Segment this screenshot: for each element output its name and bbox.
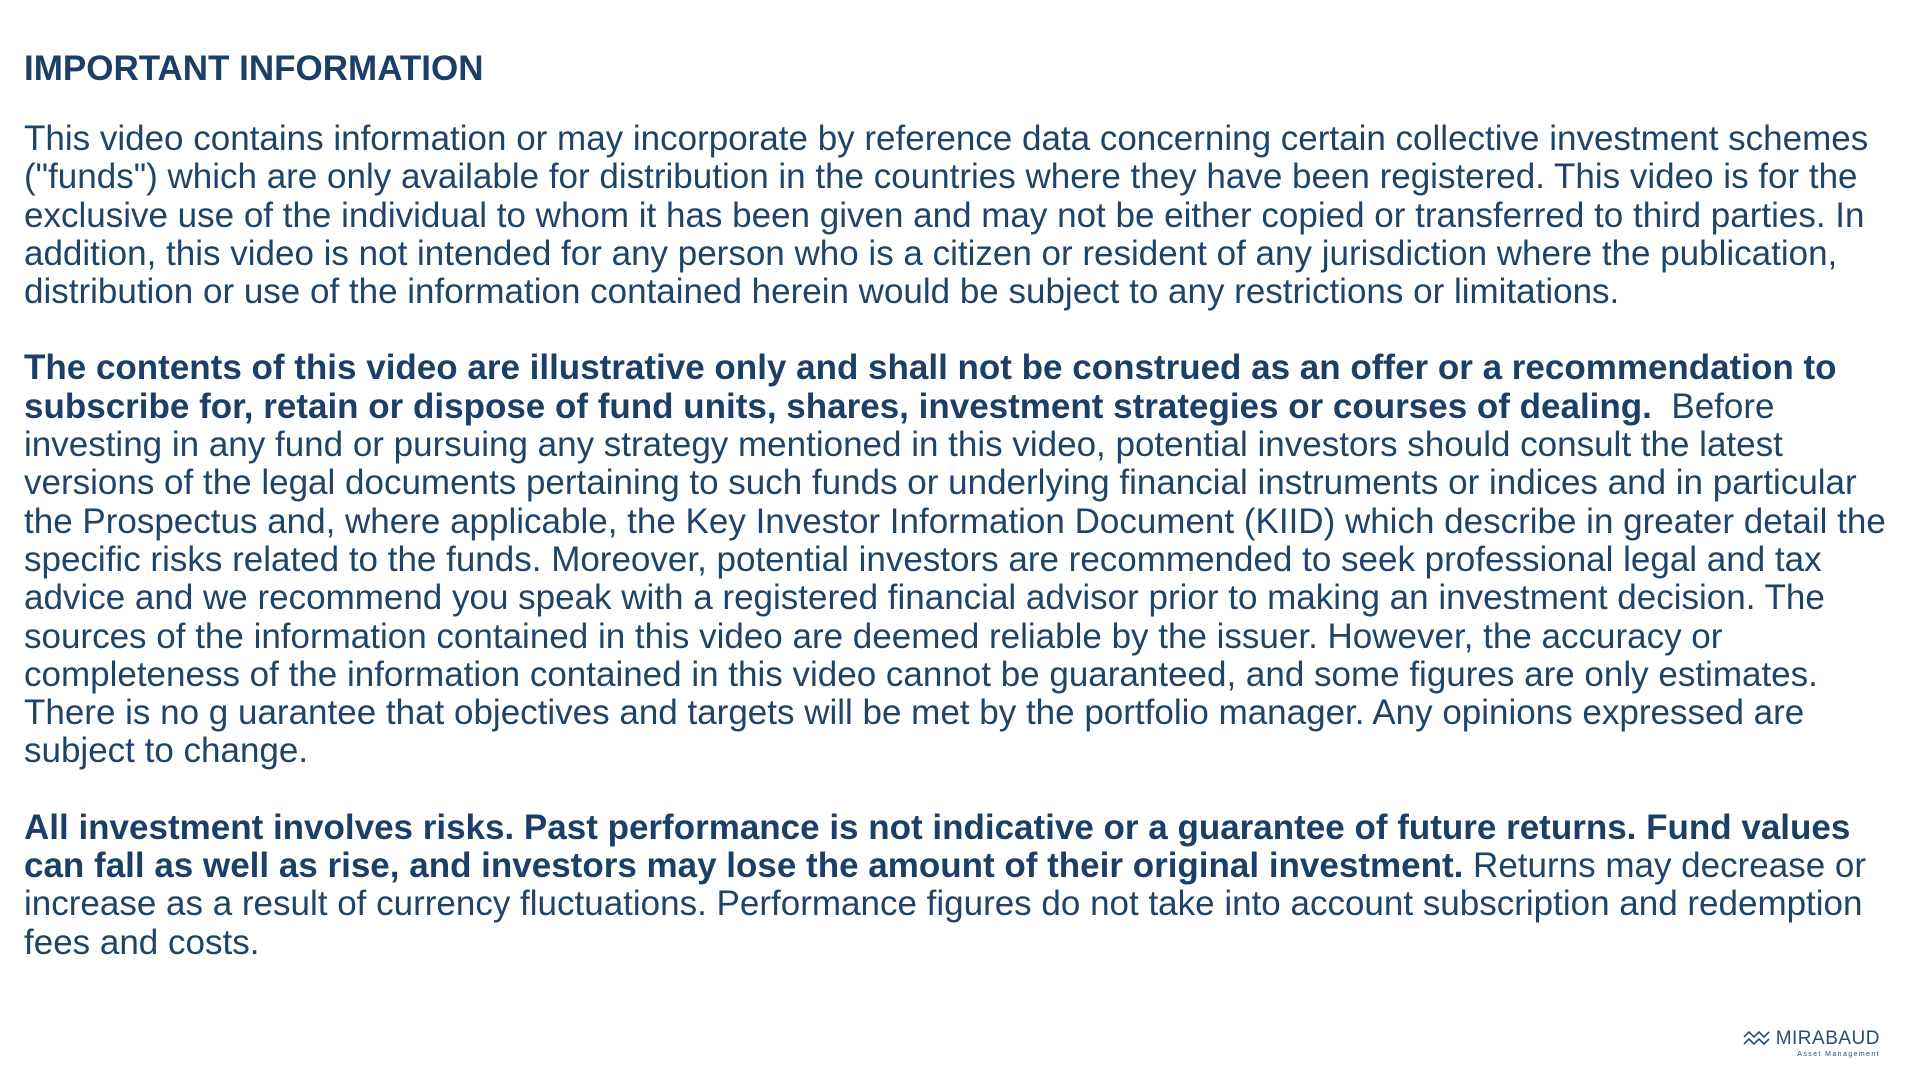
paragraph-illustrative-text: Before investing in any fund or pursuing any strategy mentioned in this video, potential investors should consult the latest versions of the legal documents pertaining to such funds or underlying financial instruments or indices and in particular the Prospectus and, where applicable, the Key Investor Information Document (KIID) which describe in greater detail the specific risks related to the funds. Moreover, potential investors are recommended to seek professional legal and tax advice and we recommend you speak with a registered financial advisor prior to making an investment decision. The sources of the information contained in this video are deemed reliable by the issuer. However, the accuracy or completeness of the information contained in this video cannot be guaranteed, and some figures are only estimates. There is no g uarantee that objectives and targets will be met by the portfolio manager. Any opinions expressed are subject to change.: [24, 386, 1896, 771]
paragraph-risks: [24, 809, 1900, 962]
paragraph-risks-text: Returns may decrease or increase as a result of currency fluctuations. Performance figures do not take into account subscription and redemption fees and costs.: [24, 846, 1866, 962]
logo-name: MIRABAUD: [1775, 1028, 1880, 1049]
logo-tagline: Asset Management: [1797, 1051, 1880, 1058]
logo-row: [1743, 1028, 1880, 1050]
wave-icon: [1743, 1030, 1773, 1048]
page-title: IMPORTANT INFORMATION: [24, 49, 484, 88]
paragraph-distribution: [24, 120, 1900, 311]
paragraph-illustrative-bold: The contents of this video are illustrative only and shall not be construed as an offer or a recommendation to subscribe for, retain or dispose of fund units, shares, investment strategies or courses of dealing.: [24, 348, 1837, 426]
paragraph-distribution-text: This video contains information or may incorporate by reference data concerning certain collective investment schemes ("funds") which are only available for distribution in the countries where they have been registered. This video is for the exclusive use of the individual to whom it has been given and may not be either copied or transferred to third parties. In addition, this video is not intended for any person who is a citizen or resident of any jurisdiction where the publication, distribution or use of the information contained herein would be subject to any restrictions or limitations.: [24, 119, 1869, 312]
company-logo: [1743, 1028, 1880, 1058]
paragraph-risks-bold: All investment involves risks. Past performance is not indicative or a guarantee of future returns. Fund values can fall as well as rise, and investors may lose the amount of their original investment.: [24, 807, 1851, 886]
paragraph-illustrative: [24, 349, 1900, 770]
